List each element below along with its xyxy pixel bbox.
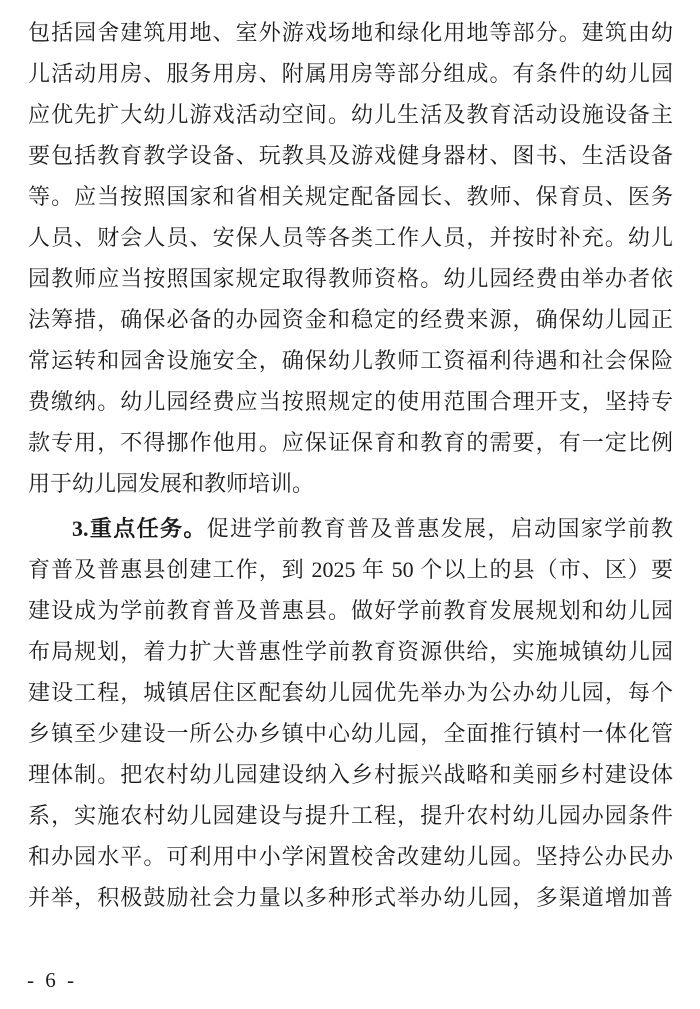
- text-line: 常运转和园舍设施安全，确保幼儿教师工资福利待遇和社会保险: [28, 348, 673, 373]
- key-tasks-heading: 3.重点任务。: [72, 516, 207, 541]
- text-line: 园教师应当按照国家规定取得教师资格。幼儿园经费由举办者依: [28, 266, 673, 291]
- text-line: 并举，积极鼓励社会力量以多种形式举办幼儿园，多渠道增加普: [28, 885, 673, 910]
- text-line: 款专用，不得挪作他用。应保证保育和教育的需要，有一定比例: [28, 430, 673, 455]
- text-line: 要包括教育教学设备、玩教具及游戏健身器材、图书、生活设备: [28, 143, 673, 168]
- text-line: 应优先扩大幼儿游戏活动空间。幼儿生活及教育活动设施设备主: [28, 102, 673, 127]
- text-line: 等。应当按照国家和省相关规定配备园长、教师、保育员、医务: [28, 184, 673, 209]
- text-line: 人员、财会人员、安保人员等各类工作人员，并按时补充。幼儿: [28, 225, 673, 250]
- text-line: 包括园舍建筑用地、室外游戏场地和绿化用地等部分。建筑由幼: [28, 20, 673, 45]
- text-line: [28, 508, 673, 549]
- page-number: - 6 -: [27, 968, 77, 992]
- document-body: [28, 12, 673, 918]
- paragraph-continuation: [28, 12, 673, 504]
- text-line: 费缴纳。幼儿园经费应当按照规定的使用范围合理开支，坚持专: [28, 389, 673, 414]
- text-line: 儿活动用房、服务用房、附属用房等部分组成。有条件的幼儿园: [28, 61, 673, 86]
- text-line: 建设成为学前教育普及普惠县。做好学前教育发展规划和幼儿园: [28, 598, 673, 623]
- text-line: 系，实施农村幼儿园建设与提升工程，提升农村幼儿园办园条件: [28, 803, 673, 828]
- text-line: 用于幼儿园发展和教师培训。: [28, 471, 315, 496]
- text-line: 理体制。把农村幼儿园建设纳入乡村振兴战略和美丽乡村建设体: [28, 762, 673, 787]
- text-line: 法筹措，确保必备的办园资金和稳定的经费来源，确保幼儿园正: [28, 307, 673, 332]
- text-line: 布局规划，着力扩大普惠性学前教育资源供给，实施城镇幼儿园: [28, 639, 673, 664]
- text-line: 乡镇至少建设一所公办乡镇中心幼儿园，全面推行镇村一体化管: [28, 721, 673, 746]
- paragraph-key-tasks: [28, 508, 673, 918]
- text-line: 育普及普惠县创建工作，到 2025 年 50 个以上的县（市、区）要: [28, 557, 673, 582]
- text-line: 建设工程，城镇居住区配套幼儿园优先举办为公办幼儿园，每个: [28, 680, 673, 705]
- key-tasks-first-line-text: 促进学前教育普及普惠发展，启动国家学前教: [206, 516, 673, 541]
- text-line: 和办园水平。可利用中小学闲置校舍改建幼儿园。坚持公办民办: [28, 844, 673, 869]
